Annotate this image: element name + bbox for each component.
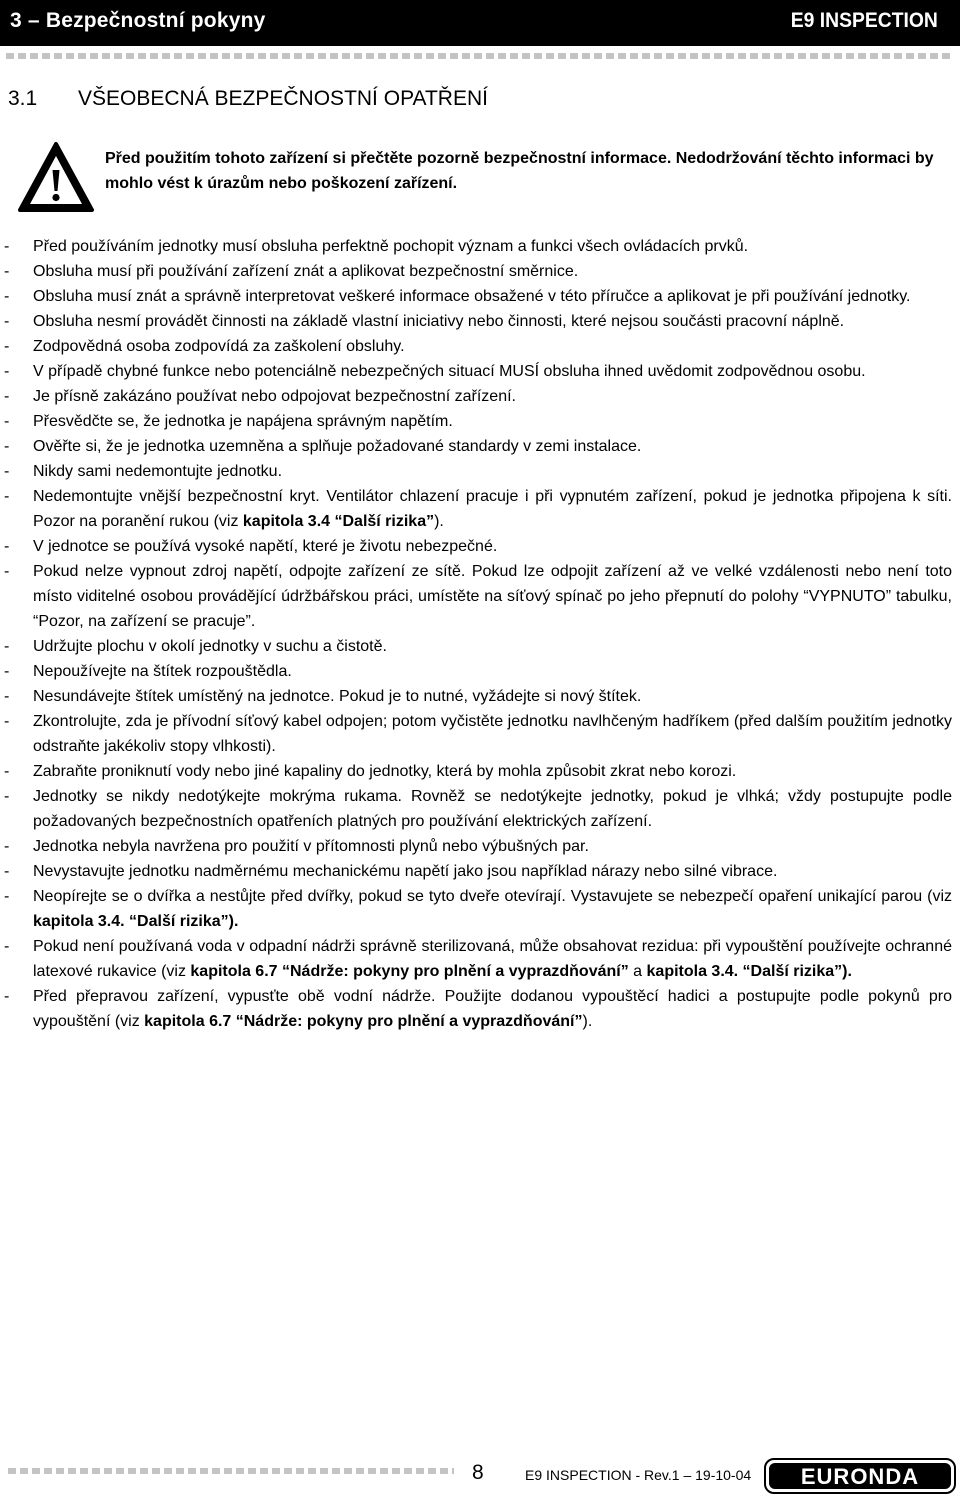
chapter-reference: kapitola 3.4. “Další rizika”). [33, 913, 239, 930]
bullet-dash: - [4, 363, 10, 380]
bullet-dash: - [4, 563, 10, 580]
list-item-text: Nedemontujte vnější bezpečnostní kryt. Ventilátor chlazení pracuje i při vypnutém zařízení, pokud je jednotka připojena k síti. Pozor na poranění rukou (viz [33, 488, 952, 530]
list-item-text: Jednotka nebyla navržena pro použití v přítomnosti plynů nebo výbušných par. [33, 838, 589, 855]
header-product-name: E9 INSPECTION [790, 9, 938, 32]
list-item [0, 534, 960, 559]
bullet-dash: - [4, 413, 10, 430]
list-item [0, 634, 960, 659]
list-item-text: Pokud není používaná voda v odpadní nádrži správně sterilizovaná, může obsahovat rezidua: při vypouštění používejte ochranné latexové rukavice (viz [33, 938, 952, 980]
list-item [0, 484, 960, 534]
list-item [0, 409, 960, 434]
list-item-text: Zkontrolujte, zda je přívodní síťový kabel odpojen; potom vyčistěte jednotku navlhčeným hadříkem (před dalším použitím jednotky odstraňte jakékoliv stopy vlhkosti). [33, 713, 952, 755]
list-item-text: Nikdy sami nedemontujte jednotku. [33, 463, 283, 480]
list-item-text: Udržujte plochu v okolí jednotky v suchu a čistotě. [33, 638, 387, 655]
bullet-dash: - [4, 538, 10, 555]
list-item [0, 559, 960, 634]
bullet-dash: - [4, 688, 10, 705]
safety-instructions-list [0, 234, 960, 1034]
bullet-dash: - [4, 238, 10, 255]
euronda-logo [764, 1458, 956, 1494]
bullet-dash: - [4, 488, 10, 505]
chapter-reference: kapitola 3.4 “Další rizika” [242, 513, 435, 530]
list-item-text: Obsluha musí při používání zařízení znát a aplikovat bezpečnostní směrnice. [33, 263, 579, 280]
list-item [0, 834, 960, 859]
document-reference: E9 INSPECTION - Rev.1 – 19-10-04 [525, 1467, 752, 1483]
logo-text: EURONDA [800, 1464, 920, 1489]
list-item [0, 934, 960, 984]
list-item-text: Pokud nelze vypnout zdroj napětí, odpojte zařízení ze sítě. Pokud lze odpojit zařízení až ve velké vzdálenosti nebo není toto místo viditelné osobou provádějící údržbářskou práci, umístěte na síťový spínač po jeho přepnutí do polohy “VYPNUTO” tabulku, “Pozor, na zařízení se pracuje”. [33, 563, 952, 630]
bullet-dash: - [4, 863, 10, 880]
list-item [0, 284, 960, 309]
list-item-text: Nepoužívejte na štítek rozpouštědla. [33, 663, 292, 680]
bullet-dash: - [4, 663, 10, 680]
list-item-text: a [628, 963, 647, 980]
list-item-text: Zabraňte proniknutí vody nebo jiné kapaliny do jednotky, která by mohla způsobit zkrat nebo korozi. [33, 763, 737, 780]
list-item [0, 259, 960, 284]
list-item-text: Jednotky se nikdy nedotýkejte mokrýma rukama. Rovněž se nedotýkejte jednotky, pokud je vlhká; vždy postupujte podle požadovaných bezpečnostních opatřeních platných pro používání elektrických zařízení. [33, 788, 952, 830]
list-item-text: Je přísně zakázáno používat nebo odpojovat bezpečnostní zařízení. [33, 388, 516, 405]
list-item [0, 709, 960, 759]
chapter-reference: kapitola 3.4. “Další rizika”). [646, 963, 852, 980]
list-item-text: Před přepravou zařízení, vypusťte obě vodní nádrže. Použijte dodanou vypouštěcí hadici a postupujte podle pokynů pro vypouštění (viz [33, 988, 952, 1030]
list-item [0, 459, 960, 484]
list-item-text: Před používáním jednotky musí obsluha perfektně pochopit význam a funkci všech ovládacích prvků. [33, 238, 749, 255]
section-title: VŠEOBECNÁ BEZPEČNOSTNÍ OPATŘENÍ [78, 87, 488, 110]
list-item [0, 759, 960, 784]
list-item-text: Nevystavujte jednotku nadměrnému mechanickému napětí jako jsou například nárazy nebo silné vibrace. [33, 863, 778, 880]
list-item-text: V případě chybné funkce nebo potenciálně nebezpečných situací MUSÍ obsluha ihned uvědomit zodpovědnou osobu. [33, 363, 866, 380]
bullet-dash: - [4, 838, 10, 855]
list-item-text: Zodpovědná osoba zodpovídá za zaškolení obsluhy. [33, 338, 405, 355]
bullet-dash: - [4, 463, 10, 480]
list-item [0, 659, 960, 684]
list-item [0, 859, 960, 884]
page-header [0, 0, 960, 46]
footer-dotted-rule [8, 1468, 454, 1474]
bullet-dash: - [4, 888, 10, 905]
bullet-dash: - [4, 938, 10, 955]
page-number: 8 [472, 1461, 484, 1484]
list-item [0, 359, 960, 384]
bullet-dash: - [4, 713, 10, 730]
list-item-text: Ověřte si, že je jednotka uzemněna a splňuje požadované standardy v zemi instalace. [33, 438, 642, 455]
header-section-label: 3 – Bezpečnostní pokyny [10, 9, 266, 32]
header-dotted-rule [6, 53, 954, 59]
list-item-text: Obsluha musí znát a správně interpretovat veškeré informace obsažené v této příručce a aplikovat je při používání jednotky. [33, 288, 911, 305]
section-number: 3.1 [8, 87, 38, 110]
list-item-text: Nesundávejte štítek umístěný na jednotce. Pokud je to nutné, vyžádejte si nový štítek. [33, 688, 642, 705]
list-item [0, 234, 960, 259]
section-heading [8, 87, 488, 111]
list-item-text: Přesvědčte se, že jednotka je napájena správným napětím. [33, 413, 453, 430]
list-item [0, 309, 960, 334]
bullet-dash: - [4, 788, 10, 805]
list-item [0, 884, 960, 934]
bullet-dash: - [4, 313, 10, 330]
bullet-dash: - [4, 438, 10, 455]
list-item-text: V jednotce se používá vysoké napětí, které je životu nebezpečné. [33, 538, 498, 555]
bullet-dash: - [4, 638, 10, 655]
warning-triangle-icon [16, 140, 96, 214]
list-item-text: Neopírejte se o dvířka a nestůjte před dvířky, pokud se tyto dveře otevírají. Vystavujete se nebezpečí opaření unikající parou (viz [33, 888, 952, 905]
bullet-dash: - [4, 388, 10, 405]
bullet-dash: - [4, 988, 10, 1005]
list-item [0, 684, 960, 709]
bullet-dash: - [4, 288, 10, 305]
intro-warning-text: Před použitím tohoto zařízení si přečtěte pozorně bezpečnostní informace. Nedodržování těchto informaci by mohlo vést k úrazům nebo poškození zařízení. [105, 150, 934, 192]
chapter-reference: kapitola 6.7 “Nádrže: pokyny pro plnění a vyprazdňování” [144, 1013, 583, 1030]
list-item [0, 384, 960, 409]
bullet-dash: - [4, 338, 10, 355]
list-item [0, 434, 960, 459]
list-item-text: Obsluha nesmí provádět činnosti na základě vlastní iniciativy nebo činnosti, které nejsou součásti pracovní náplně. [33, 313, 845, 330]
bullet-dash: - [4, 763, 10, 780]
list-item [0, 784, 960, 834]
list-item [0, 334, 960, 359]
list-item-text: ). [434, 513, 444, 530]
list-item [0, 984, 960, 1034]
chapter-reference: kapitola 6.7 “Nádrže: pokyny pro plnění a vyprazdňování” [190, 963, 629, 980]
bullet-dash: - [4, 263, 10, 280]
list-item-text: ). [582, 1013, 593, 1030]
